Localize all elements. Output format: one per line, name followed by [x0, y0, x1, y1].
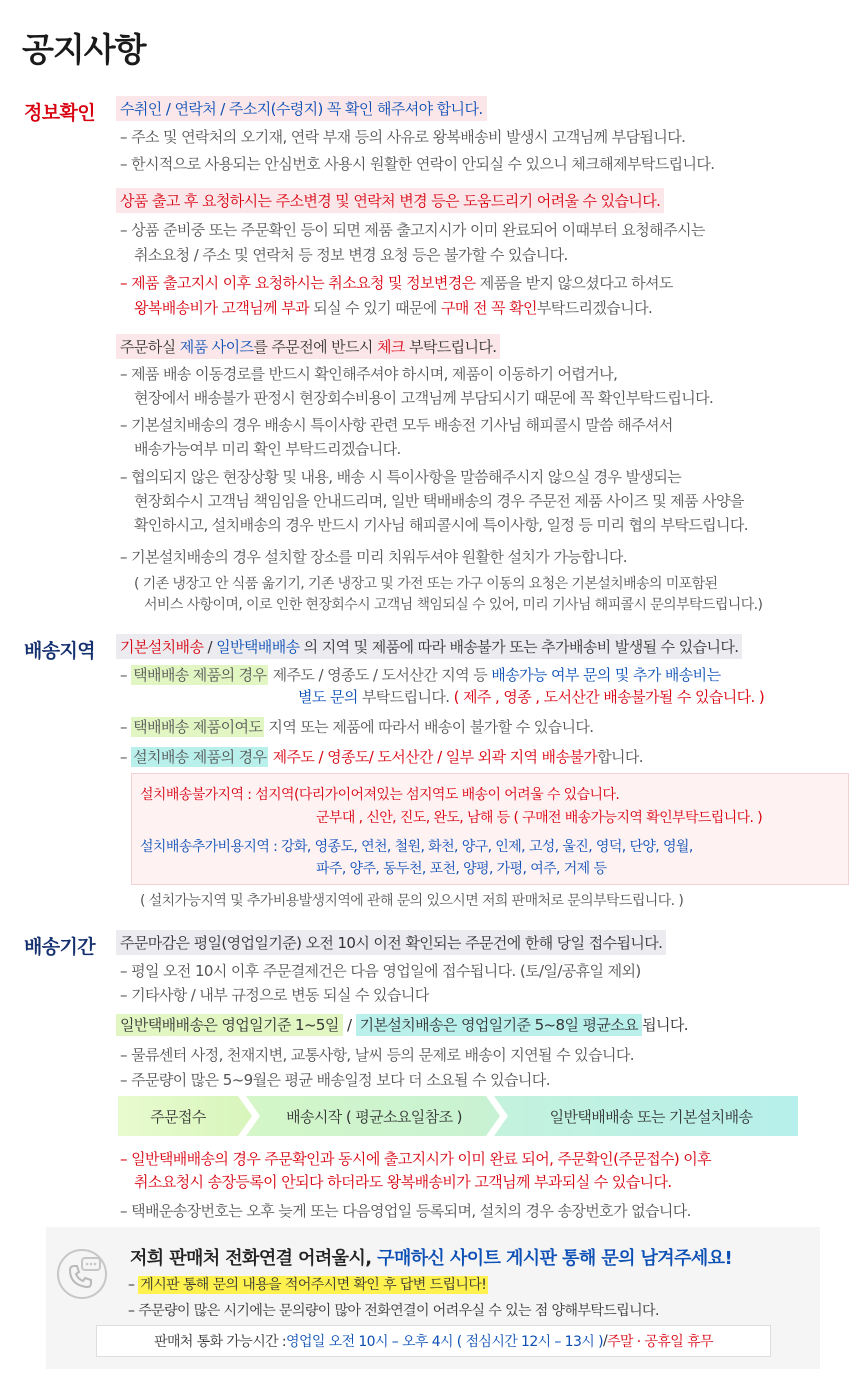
section-label-period: 배송기간	[24, 936, 96, 958]
contact-line: – 주문량이 많은 시기에는 문의량이 많아 전화연결이 어려우실 수 있는 점 양해부탁드립니다.	[128, 1303, 659, 1319]
period-line: – 물류센터 사정, 천재지변, 교통사항, 날씨 등의 문제로 배송이 지연될 수 있습니다.	[120, 1046, 634, 1064]
info-heading-3: 주문하실 제품 사이즈를 주문전에 반드시 체크 부탁드립니다.	[116, 334, 500, 359]
extra-cost-area: 파주, 양주, 동두천, 포천, 양평, 가평, 여주, 거제 등	[316, 861, 607, 877]
info-line-emphasis: 왕복배송비가 고객님께 부과 되실 수 있기 때문에 구매 전 꼭 확인부탁드리겠습니다.	[134, 299, 653, 317]
contact-line: – 게시판 통해 문의 내용을 적어주시면 확인 후 답변 드립니다!	[128, 1277, 487, 1293]
extra-cost-area: 설치배송추가비용지역 : 강화, 영종도, 연천, 철원, 화천, 양구, 인제, 고성, 울진, 영덕, 단양, 영월,	[140, 839, 693, 855]
section-label-info: 정보확인	[24, 102, 96, 124]
info-note: ( 기존 냉장고 안 식품 옮기기, 기존 냉장고 및 가전 또는 가구 이동의 요청은 기본설치배송의 미포함된	[134, 576, 718, 592]
step-delivery: 일반택배배송 또는 기본설치배송	[549, 1107, 753, 1126]
region-heading: 기본설치배송 / 일반택배배송 의 지역 및 제품에 따라 배송불가 또는 추가배송비 발생될 수 있습니다.	[116, 634, 742, 659]
info-line: – 협의되지 않은 현장상황 및 내용, 배송 시 특이사항을 말씀해주시지 않으실 경우 발생되는	[120, 468, 682, 486]
contact-title: 저희 판매처 전화연결 어려울시, 구매하신 사이트 게시판 통해 문의 남겨주세요!	[130, 1248, 733, 1269]
no-install-area: 군부대 , 신안, 진도, 완도, 남해 등 ( 구매전 배송가능지역 확인부탁드립니다. )	[316, 810, 763, 826]
info-line: – 기본설치배송의 경우 배송시 특이사항 관련 모두 배송전 기사님 해피콜시 말씀 해주셔서	[120, 416, 673, 434]
info-line: 현장회수시 고객님 책임임을 안내드리며, 일반 택배배송의 경우 주문전 제품 사이즈 및 제품 사양을	[134, 492, 744, 510]
region-line: 별도 문의 부탁드립니다. ( 제주 , 영종 , 도서산간 배송불가될 수 있습니다. )	[298, 688, 765, 706]
info-line: 배송가능여부 미리 확인 부탁드리겠습니다.	[134, 440, 401, 458]
region-line: – 설치배송 제품의 경우 제주도 / 영종도/ 도서산간 / 일부 외곽 지역 배송불가합니다.	[120, 748, 643, 766]
phone-chat-icon	[56, 1248, 108, 1300]
period-line: – 택배운송장번호는 오후 늦게 또는 다음영업일 등록되며, 설치의 경우 송장번호가 없습니다.	[120, 1202, 691, 1220]
info-line: – 상품 준비중 또는 주문확인 등이 되면 제품 출고지시가 이미 완료되어 이때부터 요청해주시는	[120, 221, 705, 239]
page-title: 공지사항	[22, 30, 146, 69]
call-hours: 판매처 통화 가능시간 : 영업일 오전 10시 – 오후 4시 ( 점심시간 12시 – 13시 ) / 주말 · 공휴일 휴무	[96, 1325, 771, 1357]
info-line: 확인하시고, 설치배송의 경우 반드시 기사님 해피콜시에 특이사항, 일정 등 미리 협의 부탁드립니다.	[134, 516, 748, 534]
no-install-area: 설치배송불가지역 : 섬지역(다리가이어져있는 섬지역도 배송이 어려울 수 있습니다.	[140, 787, 620, 803]
info-line: – 주소 및 연락처의 오기재, 연락 부재 등의 사유로 왕복배송비 발생시 고객님께 부담됩니다.	[120, 128, 686, 146]
period-line: – 기타사항 / 내부 규정으로 변동 되실 수 있습니다	[120, 986, 429, 1004]
step-ship-start: 배송시작 ( 평균소요일참조 )	[286, 1107, 462, 1126]
info-line: 취소요청 / 주소 및 연락처 등 정보 변경 요청 등은 불가할 수 있습니다.	[134, 246, 568, 264]
region-line: – 택배배송 제품이여도 지역 또는 제품에 따라서 배송이 불가할 수 있습니다.	[120, 718, 594, 736]
period-line: – 평일 오전 10시 이후 주문결제건은 다음 영업일에 접수됩니다. (토/일/공휴일 제외)	[120, 962, 641, 980]
step-receive: 주문접수	[150, 1107, 206, 1126]
info-heading-2: 상품 출고 후 요청하시는 주소변경 및 연락처 변경 등은 도움드리기 어려울 수 있습니다.	[116, 188, 664, 213]
info-line: – 한시적으로 사용되는 안심번호 사용시 원활한 연락이 안되실 수 있으니 체크해제부탁드립니다.	[120, 155, 715, 173]
info-note: 서비스 사항이며, 이로 인한 현장회수시 고객님 책임되실 수 있어, 미리 기사님 해피콜시 문의부탁드립니다.)	[144, 597, 763, 613]
period-summary: 일반택배배송은 영업일기준 1~5일 / 기본설치배송은 영업일기준 5~8일 평균소요 됩니다.	[116, 1014, 688, 1035]
region-line: – 택배배송 제품의 경우 제주도 / 영종도 / 도서산간 지역 등 배송가능 여부 문의 및 추가 배송비는	[120, 666, 721, 684]
region-note: ( 설치가능지역 및 추가비용발생지역에 관해 문의 있으시면 저희 판매처로 문의부탁드립니다. )	[140, 893, 684, 909]
period-line: – 주문량이 많은 5~9월은 평균 배송일정 보다 더 소요될 수 있습니다.	[120, 1071, 550, 1089]
period-warning: 취소요청시 송장등록이 안되다 하더라도 왕복배송비가 고객님께 부과되실 수 있습니다.	[134, 1173, 672, 1191]
period-heading: 주문마감은 평일(영업일기준) 오전 10시 이전 확인되는 주문건에 한해 당일 접수됩니다.	[116, 930, 666, 955]
info-line: – 제품 배송 이동경로를 반드시 확인해주셔야 하시며, 제품이 이동하기 어렵거나,	[120, 365, 618, 383]
info-line-emphasis: – 제품 출고지시 이후 요청하시는 취소요청 및 정보변경은 제품을 받지 않으셨다고 하셔도	[120, 274, 673, 292]
info-heading: 수취인 / 연락처 / 주소지(수령지) 꼭 확인 해주셔야 합니다.	[116, 96, 487, 121]
info-line: 현장에서 배송불가 판정시 현장회수비용이 고객님께 부담되시기 때문에 꼭 확인부탁드립니다.	[134, 389, 714, 407]
section-label-region: 배송지역	[24, 640, 96, 662]
period-warning: – 일반택배배송의 경우 주문확인과 동시에 출고지시가 이미 완료 되어, 주문확인(주문접수) 이후	[120, 1150, 712, 1168]
info-line: – 기본설치배송의 경우 설치할 장소를 미리 치워두셔야 원활한 설치가 가능합니다.	[120, 548, 627, 566]
